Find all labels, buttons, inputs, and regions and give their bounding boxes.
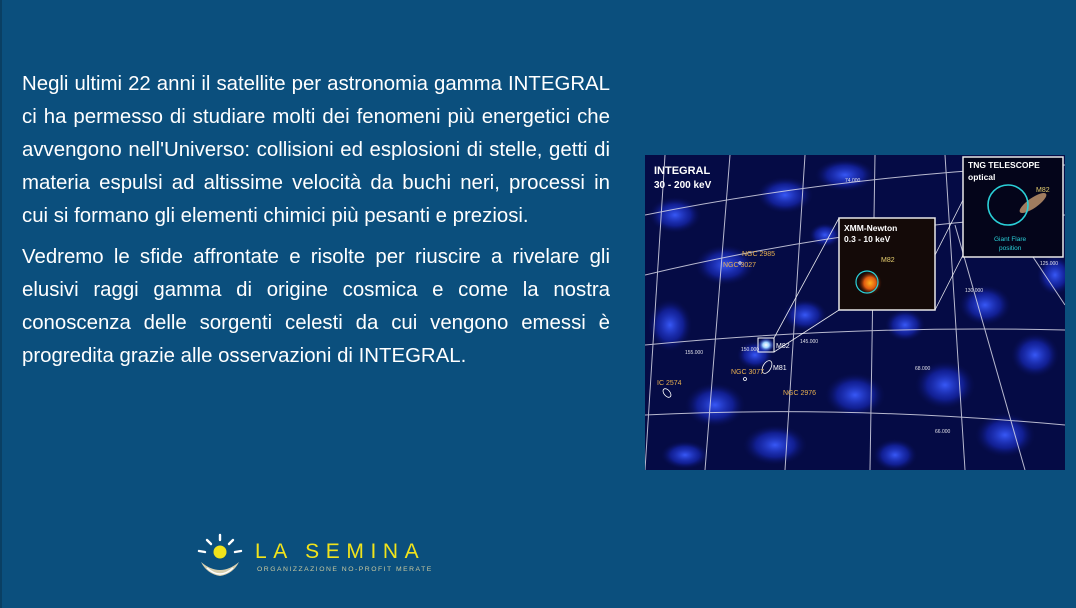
label-m82: M82 [776,343,790,350]
grid-label-125: 125.000 [1040,261,1059,267]
integral-sky-image [645,155,1065,470]
paragraph-2: Vedremo le sfide affrontate e risolte per riuscire a rivelare gli elusivi raggi gamma di origine cosmica e come la nostra conoscenza delle sorgenti celesti da cui vengono emessi è progredita grazie alle osservazioni di INTEGRAL. [22,246,610,367]
grid-label-150: 150.000 [741,347,760,353]
label-ic2574: IC 2574 [657,380,682,387]
grid-label-74: 74.000 [845,178,861,184]
grid-label-155: 155.000 [685,350,704,356]
xmm-band: 0.3 - 10 keV [844,234,891,244]
la-semina-logo [193,532,463,582]
grid-label-130: 130.000 [965,288,984,294]
tng-source-label: M82 [1036,187,1050,194]
grid-label-66: 66.000 [935,429,951,435]
grid-label-145: 145.000 [800,339,819,345]
xmm-title: XMM-Newton [844,223,898,233]
label-ngc2985: NGC 2985 [742,251,776,258]
label-ngc2976: NGC 2976 [783,390,817,397]
tng-title: TNG TELESCOPE [968,160,1040,170]
paragraph-1: Negli ultimi 22 anni il satellite per astronomia gamma INTEGRAL ci ha permesso di studiare molti dei fenomeni più energetici che avvengono nell'Universo: collisioni ed esplosioni di stelle, getti di materia espulsi ad altissime velocità da buchi neri, processi in cui si formano gli elementi chimici più pesanti e preziosi. [22,73,610,227]
logo-name: LA SEMINA [255,540,426,563]
tng-band: optical [968,172,996,182]
sun-seed-icon [193,532,249,582]
label-m81: M81 [773,365,787,372]
tng-caption-1: Giant Flare [994,236,1027,243]
body-text [22,68,610,381]
label-ngc3027: NGC 3027 [723,262,757,269]
label-ngc3077: NGC 3077 [731,369,765,376]
integral-band: 30 - 200 keV [654,180,712,191]
xmm-source-label: M82 [881,257,895,264]
logo-subtitle: ORGANIZZAZIONE NO-PROFIT MERATE [257,566,433,573]
integral-title: INTEGRAL [654,165,711,177]
m82-source [758,338,774,352]
grid-label-68: 68.000 [915,366,931,372]
tng-caption-2: position [999,245,1022,252]
slide-edge [0,0,2,608]
